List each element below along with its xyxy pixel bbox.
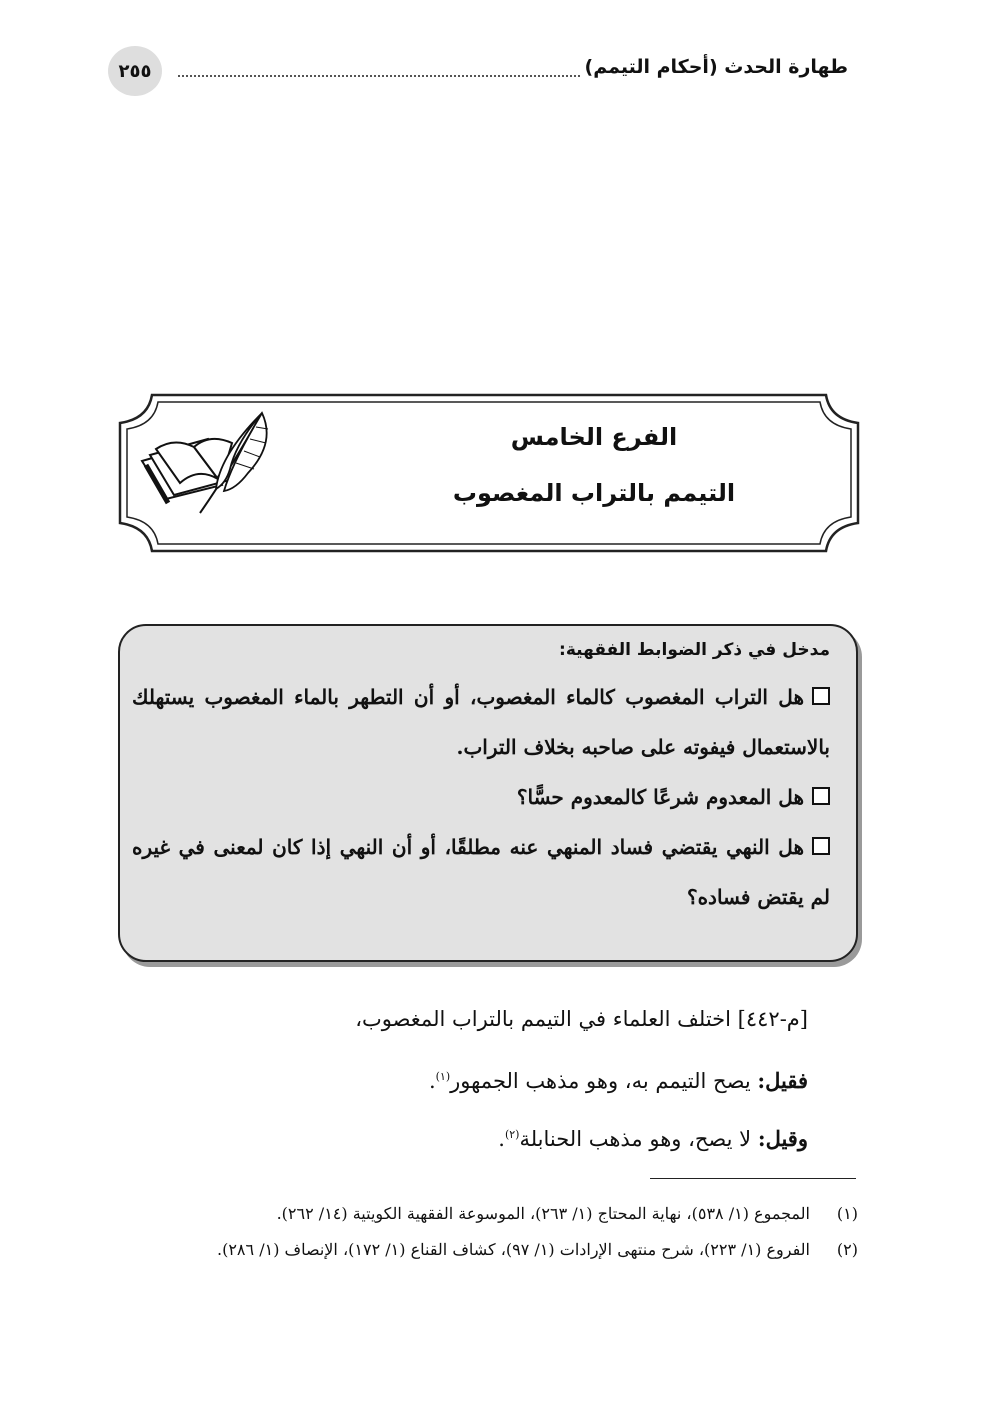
footnote-number: (١) (836, 1204, 858, 1223)
principles-heading: مدخل في ذكر الضوابط الفقهية: (559, 640, 830, 660)
chapter-banner (118, 393, 860, 553)
opinion-2-text: لا يصح، وهو مذهب الحنابلة (519, 1127, 758, 1151)
footnote-item (116, 1198, 858, 1230)
principle-item: هل التراب المغصوب كالماء المغصوب، أو أن التطهر بالماء المغصوب يستهلك بالاستعمال فيفوته على صاحبه بخلاف التراب. (132, 685, 830, 759)
footnotes (116, 1198, 858, 1270)
principle-item: هل المعدوم شرعًا كالمعدوم حسًّا؟ (132, 772, 830, 822)
fiqh-principles-box (118, 624, 858, 962)
footnote-text: الفروع (١/ ٢٢٣)، شرح منتهى الإرادات (١/ ٩٧)، كشاف القناع (١/ ١٧٢)، الإنصاف (١/ ٢٨٦). (217, 1240, 810, 1259)
principle-item: هل النهي يقتضي فساد المنهي عنه مطلقًا، أو أن النهي إذا كان لمعنى في غيره لم يقتض فساده؟ (132, 835, 830, 909)
opinion-1-text: يصح التيمم به، وهو مذهب الجمهور (450, 1069, 758, 1093)
footnote-number: (٢) (836, 1240, 858, 1259)
page-number: ٢٥٥ (108, 46, 162, 96)
body-opinion-1: فقيل: يصح التيمم به، وهو مذهب الجمهور$^{(١)}$. (428, 1068, 808, 1093)
chapter-subtitle: التيمم بالتراب المغصوب (452, 479, 736, 507)
body-intro: [م-٤٤٢] اختلف العلماء في التيمم بالتراب المغصوب، (355, 1007, 808, 1031)
chapter-title: الفرع الخامس (510, 423, 678, 451)
book-and-quill-icon (136, 403, 276, 523)
footnote-ref-2[interactable]: (٢) (504, 1128, 520, 1141)
header-dotted-leader (178, 75, 580, 77)
body-opinion-2: وقيل: لا يصح، وهو مذهب الحنابلة$^{(٢)}$. (498, 1126, 808, 1151)
checkbox-icon (812, 787, 830, 805)
running-title: طهارة الحدث (أحكام التيمم) (584, 56, 848, 78)
opinion-2-label: وقيل: (757, 1126, 808, 1151)
running-header (108, 46, 848, 98)
footnote-text: المجموع (١/ ٥٣٨)، نهاية المحتاج (١/ ٢٦٣)، الموسوعة الفقهية الكويتية (١٤/ ٢٦٢). (276, 1204, 810, 1223)
footnote-ref-1[interactable]: (١) (435, 1070, 451, 1083)
footnote-separator (650, 1178, 856, 1179)
opinion-1-label: فقيل: (757, 1068, 808, 1093)
footnote-item (116, 1234, 858, 1266)
checkbox-icon (812, 837, 830, 855)
checkbox-icon (812, 687, 830, 705)
